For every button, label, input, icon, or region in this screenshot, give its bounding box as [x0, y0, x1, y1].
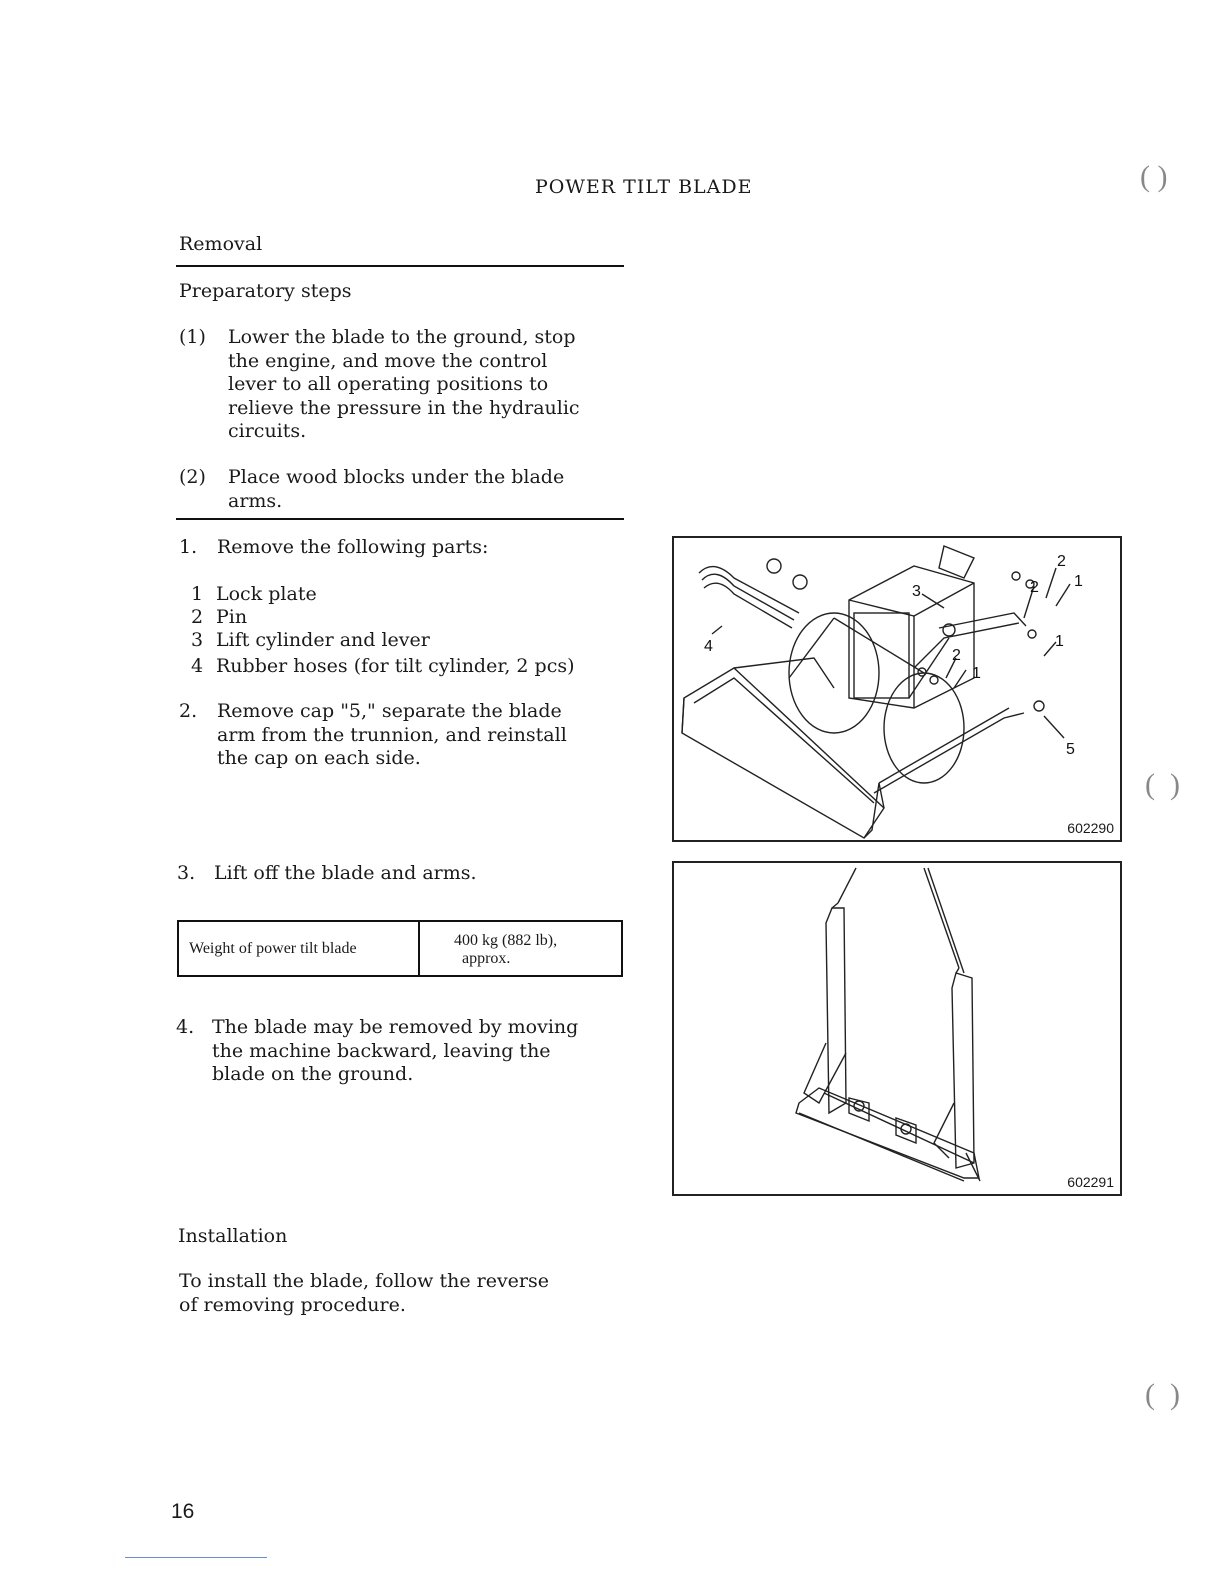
text-line: Place wood blocks under the blade: [228, 466, 565, 488]
figure-blade-removal: [672, 536, 1122, 842]
part-label: Pin: [216, 606, 248, 628]
text-line: arm from the trunnion, and reinstall: [217, 723, 567, 746]
binding-hole-mark: ( ): [1145, 1378, 1180, 1411]
weight-value: [420, 922, 621, 975]
text-line: arms.: [228, 489, 283, 512]
text-line: Remove cap "5," separate the blade: [217, 700, 562, 722]
weight-value-line: 400 kg (882 lb),: [454, 932, 558, 949]
installation-heading: Installation: [178, 1225, 288, 1247]
callout-label: 2: [952, 647, 961, 664]
text-line: circuits.: [228, 420, 307, 442]
part-label: Lift cylinder and lever: [216, 629, 430, 651]
prep-heading: Preparatory steps: [179, 280, 352, 302]
text-line: To install the blade, follow the reverse: [179, 1270, 550, 1292]
step-number: 4.: [176, 1016, 195, 1038]
callout-label: 1: [972, 665, 981, 682]
part-number: 1: [191, 583, 204, 605]
footer-line: [125, 1557, 267, 1558]
step-text: [212, 1016, 621, 1087]
callout-label: 3: [912, 583, 921, 600]
part-number: 3: [191, 629, 204, 651]
divider-bottom: [176, 518, 624, 520]
blade-assembly-illustration: [674, 538, 1120, 840]
prep-step-text: [228, 466, 626, 513]
prep-step-number: (2): [179, 466, 206, 488]
text-line: of removing procedure.: [179, 1293, 406, 1316]
text-line: The blade may be removed by moving: [212, 1016, 579, 1038]
page-title: POWER TILT BLADE: [535, 176, 753, 198]
step-number: 2.: [179, 700, 198, 722]
part-label: Lock plate: [216, 583, 317, 605]
callout-label: 2: [1057, 553, 1066, 570]
text-line: Lower the blade to the ground, stop: [228, 326, 576, 348]
text-line: the cap on each side.: [217, 747, 421, 769]
weight-value-line: approx.: [462, 950, 511, 967]
step-text: Lift off the blade and arms.: [214, 862, 477, 884]
step-text: [217, 700, 626, 771]
step-number: 3.: [177, 862, 196, 884]
binding-hole-mark: ( ): [1145, 768, 1180, 801]
binding-hole-mark: ( ): [1140, 160, 1168, 193]
installation-text: [179, 1270, 625, 1317]
text-line: lever to all operating positions to: [228, 373, 549, 395]
callout-label: 2: [1030, 579, 1039, 596]
removal-heading: Removal: [179, 233, 263, 255]
prep-step-text: [228, 326, 626, 444]
text-line: blade on the ground.: [212, 1063, 414, 1085]
callout-label: 1: [1074, 573, 1083, 590]
weight-label: Weight of power tilt blade: [179, 922, 420, 975]
text-line: the machine backward, leaving the: [212, 1039, 551, 1062]
callout-label: 5: [1066, 741, 1075, 758]
figure-number: 602290: [1067, 820, 1114, 836]
step-number: 1.: [179, 536, 198, 558]
blade-lifting-illustration: [674, 863, 1120, 1194]
page-number: 16: [171, 1500, 195, 1523]
text-line: the engine, and move the control: [228, 349, 548, 372]
part-number: 2: [191, 606, 204, 628]
step-text: Remove the following parts:: [217, 536, 489, 558]
figure-blade-lifting: [672, 861, 1122, 1196]
callout-label: 1: [1055, 633, 1064, 650]
text-line: relieve the pressure in the hydraulic: [228, 396, 580, 419]
part-label: Rubber hoses (for tilt cylinder, 2 pcs): [216, 655, 575, 677]
figure-number: 602291: [1067, 1174, 1114, 1190]
part-number: 4: [191, 655, 204, 677]
prep-step-number: (1): [179, 326, 206, 348]
callout-label: 4: [704, 638, 713, 655]
weight-table: [177, 920, 623, 977]
divider-top: [176, 265, 624, 267]
